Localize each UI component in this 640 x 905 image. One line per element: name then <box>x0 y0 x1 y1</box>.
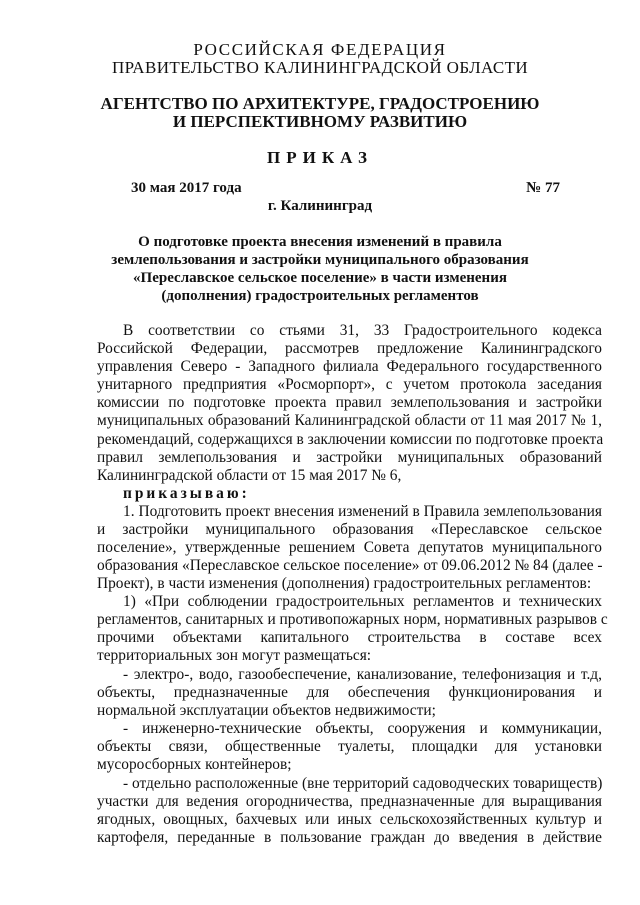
text-line: регламентов, санитарных и противопожарных норм, нормативных разрывов с <box>97 611 608 629</box>
bullet-2-paragraph <box>97 720 602 774</box>
text-line: мусоросборных контейнеров; <box>97 756 292 774</box>
header-government: ПРАВИТЕЛЬСТВО КАЛИНИНГРАДСКОЙ ОБЛАСТИ <box>111 58 529 77</box>
text-line: управления Северо - Западного филиала Федерального государственного <box>97 358 602 376</box>
subject-line: О подготовке проекта внесения изменений в правила <box>138 234 502 250</box>
text-line: ягодных, овощных, бахчевых или иных сельскохозяйственных культур и <box>97 811 602 829</box>
text-line: Проект), в части изменения (дополнения) градостроительных регламентов: <box>97 575 592 593</box>
header-country: РОССИЙСКАЯ ФЕДЕРАЦИЯ <box>193 40 447 59</box>
text-line: Калининградской области от 15 мая 2017 № 6, <box>97 466 402 484</box>
prikazyvayu-word: приказываю: <box>123 484 250 502</box>
header-agency-line1: АГЕНТСТВО ПО АРХИТЕКТУРЕ, ГРАДОСТРОЕНИЮ <box>100 94 540 113</box>
text-line: прочими объектами капитального строительства в составе всех <box>97 629 602 647</box>
text-line: объекты связи, общественные туалеты, площадки для установки <box>97 738 602 756</box>
text-line: участки для ведения огородничества, предназначенные для выращивания <box>97 793 602 811</box>
item-1-paragraph <box>97 503 602 593</box>
text-line: объекты, предназначенные для обеспечения функционирования и <box>97 684 602 702</box>
order-city: г. Калининград <box>267 198 373 214</box>
text-line: территориальных зон могут размещаться: <box>97 647 372 665</box>
text-line: комиссии по подготовке проекта правил землепользования и застройки <box>97 394 602 412</box>
order-number: № 77 <box>526 180 560 196</box>
bullet-3-paragraph <box>97 775 602 847</box>
header-agency-line2: И ПЕРСПЕКТИВНОМУ РАЗВИТИЮ <box>172 112 468 131</box>
subject-line: «Переславское сельское поселение» в части изменения <box>133 270 507 286</box>
subject-line: землепользования и застройки муниципального образования <box>111 252 529 268</box>
text-line: и застройки муниципального образования «Переславское сельское <box>97 521 602 539</box>
text-line: образования «Переславское сельское поселение» от 09.06.2012 № 84 (далее - <box>97 557 603 575</box>
text-line: 1) «При соблюдении градостроительных регламентов и технических <box>123 593 602 610</box>
text-line: унитарного предприятия «Росморпорт», с учетом протокола заседания <box>97 376 602 394</box>
text-line: - инженерно-технические объекты, сооружения и коммуникации, <box>123 720 602 737</box>
order-subject <box>0 233 640 305</box>
prikazyvayu-line <box>97 485 602 503</box>
text-line: - отдельно расположенные (вне территорий садоводческих товариществ) <box>123 775 603 792</box>
text-line: нормальной эксплуатации объектов недвижимости; <box>97 702 436 720</box>
order-date: 30 мая 2017 года <box>131 180 242 196</box>
document-type: ПРИКАЗ <box>267 148 373 167</box>
text-line: правил землепользования и застройки муниципальных образований <box>97 448 602 466</box>
text-line: поселение», утвержденные решением Совета депутатов муниципального <box>97 539 602 557</box>
subitem-1-paragraph <box>97 593 608 665</box>
subject-line: (дополнения) градостроительных регламентов <box>161 288 479 304</box>
text-line: 1. Подготовить проект внесения изменений в Правила землепользования <box>123 503 602 520</box>
text-line: картофеля, переданные в пользование граждан до введения в действие <box>97 829 602 847</box>
text-line: рекомендаций, содержащихся в заключении комиссии по подготовке проекта <box>97 430 604 448</box>
text-line: В соответствии со стьями 31, 33 Градостроительного кодекса <box>123 322 602 339</box>
preamble-paragraph <box>97 322 602 503</box>
text-line: - электро-, водо, газообеспечение, канализование, телефонизация и т.д, <box>123 666 602 683</box>
bullet-1-paragraph <box>97 666 602 720</box>
text-line: Российской Федерации, рассмотрев предложение Калининградского <box>97 340 602 358</box>
text-line: муниципальных образований Калининградской области от 11 мая 2017 № 1, <box>97 412 602 430</box>
